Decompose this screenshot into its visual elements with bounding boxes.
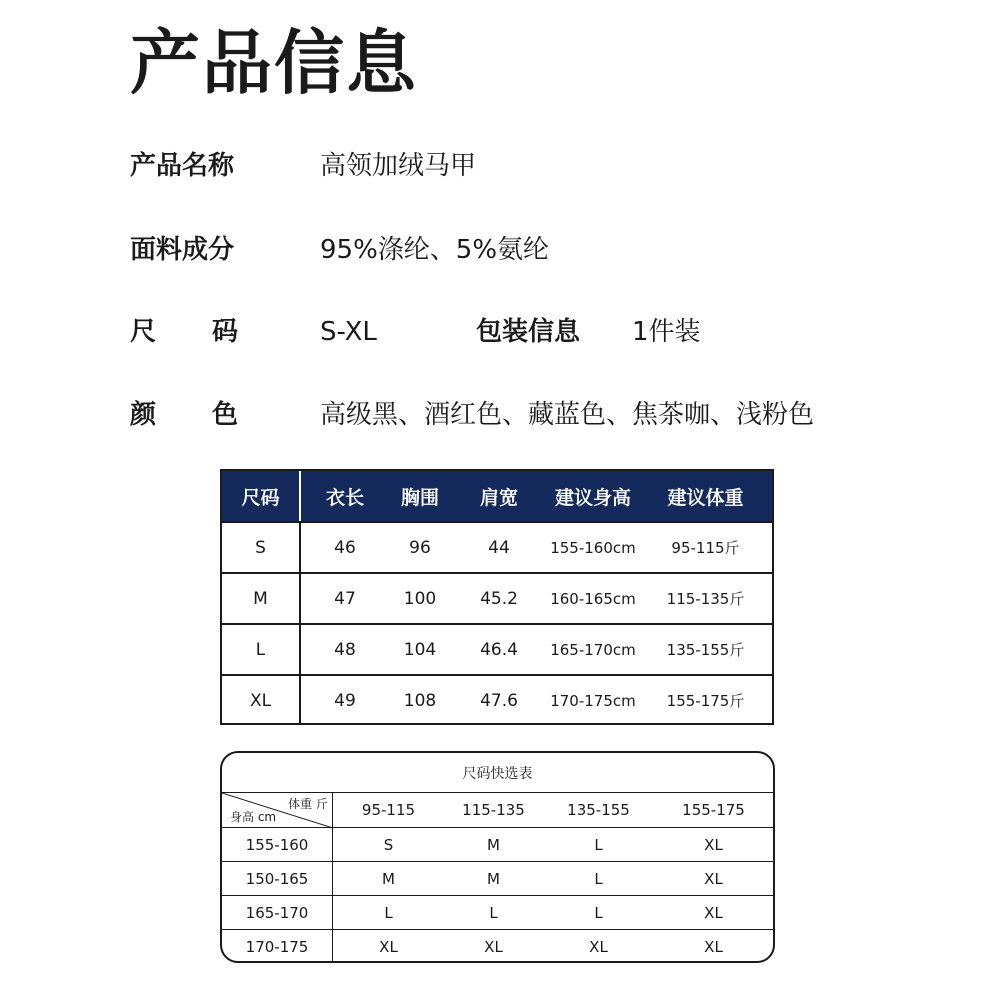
table-cell: L (594, 869, 603, 888)
header-chest: 胸围 (400, 486, 439, 509)
packaging-label: 包装信息 (476, 317, 581, 347)
table-cell: XL (484, 937, 503, 956)
table-cell: 104 (403, 639, 437, 660)
table-cell: XL (589, 937, 608, 956)
table-cell: M (222, 574, 301, 623)
quick-table-title: 尺码快选表 (462, 765, 533, 782)
table-cell: XL (704, 903, 723, 922)
table-cell: 155-175斤 (666, 692, 745, 710)
table-cell: 45.2 (480, 588, 518, 609)
size-label-char-2: 码 (211, 317, 238, 347)
corner-header (222, 793, 333, 827)
color-label-char-1: 颜 (130, 400, 157, 430)
size-label (130, 312, 238, 352)
table-cell: XL (379, 937, 398, 956)
header-weight: 建议体重 (667, 486, 744, 509)
table-row (222, 895, 773, 929)
size-value: S-XL (320, 317, 377, 347)
table-cell: M (487, 835, 500, 854)
weight-header: 95-115 (361, 801, 416, 819)
table-cell: 155-160cm (550, 538, 636, 557)
table-cell: L (384, 903, 393, 922)
table-cell: L (594, 903, 603, 922)
table-cell: XL (704, 869, 723, 888)
table-cell: 100 (403, 588, 437, 609)
product-name-value: 高领加绒马甲 (320, 151, 477, 181)
table-row (222, 623, 772, 674)
table-cell: 48 (334, 639, 356, 660)
table-cell: 95-115斤 (671, 539, 740, 557)
table-cell: 160-165cm (550, 589, 636, 608)
weight-header: 115-135 (462, 801, 525, 819)
table-row (222, 572, 772, 623)
table-cell: XL (704, 835, 723, 854)
color-label (130, 395, 238, 435)
size-table-header (222, 471, 772, 521)
color-label-char-2: 色 (211, 400, 238, 430)
height-cell: 155-160 (222, 828, 333, 861)
weight-header: 135-155 (567, 801, 630, 819)
table-row (222, 674, 772, 725)
table-row (222, 827, 773, 861)
weight-header: 155-175 (682, 801, 745, 819)
table-row (222, 861, 773, 895)
corner-weight-label: 体重 斤 (288, 797, 328, 811)
height-cell: 150-165 (222, 862, 333, 895)
table-cell: 47.6 (480, 690, 518, 711)
table-cell: XL (222, 676, 301, 725)
quick-table-header (222, 792, 773, 827)
table-cell: L (222, 625, 301, 674)
table-cell: L (594, 835, 603, 854)
table-cell: M (382, 869, 395, 888)
packaging-value: 1件装 (632, 317, 701, 347)
table-row (222, 929, 773, 963)
table-cell: S (383, 835, 394, 854)
table-cell: 115-135斤 (666, 590, 745, 608)
product-name-label: 产品名称 (130, 151, 235, 181)
height-cell: 165-170 (222, 896, 333, 929)
table-cell: 96 (409, 537, 431, 558)
table-row (222, 521, 772, 572)
header-height: 建议身高 (554, 486, 631, 509)
table-cell: 47 (334, 588, 356, 609)
table-cell: 49 (334, 690, 356, 711)
size-table (220, 469, 774, 725)
table-cell: L (489, 903, 498, 922)
size-label-char-1: 尺 (130, 317, 157, 347)
header-size: 尺码 (222, 471, 301, 521)
header-shoulder: 肩宽 (479, 486, 518, 509)
table-cell: M (487, 869, 500, 888)
table-cell: S (222, 523, 301, 572)
table-cell: 165-170cm (550, 640, 636, 659)
fabric-value: 95%涤纶、5%氨纶 (320, 235, 550, 265)
fabric-label: 面料成分 (130, 235, 235, 265)
table-cell: 135-155斤 (666, 641, 745, 659)
table-cell: 44 (488, 537, 510, 558)
table-cell: 170-175cm (550, 691, 636, 710)
page-title: 产品信息 (130, 22, 418, 104)
size-quick-select-table (220, 751, 775, 963)
color-value: 高级黑、酒红色、藏蓝色、焦茶咖、浅粉色 (320, 400, 815, 430)
table-cell: XL (704, 937, 723, 956)
table-cell: 46.4 (480, 639, 518, 660)
table-cell: 46 (334, 537, 356, 558)
height-cell: 170-175 (222, 930, 333, 963)
header-length: 衣长 (325, 486, 364, 509)
corner-height-label: 身高 cm (230, 810, 277, 824)
table-cell: 108 (403, 690, 437, 711)
